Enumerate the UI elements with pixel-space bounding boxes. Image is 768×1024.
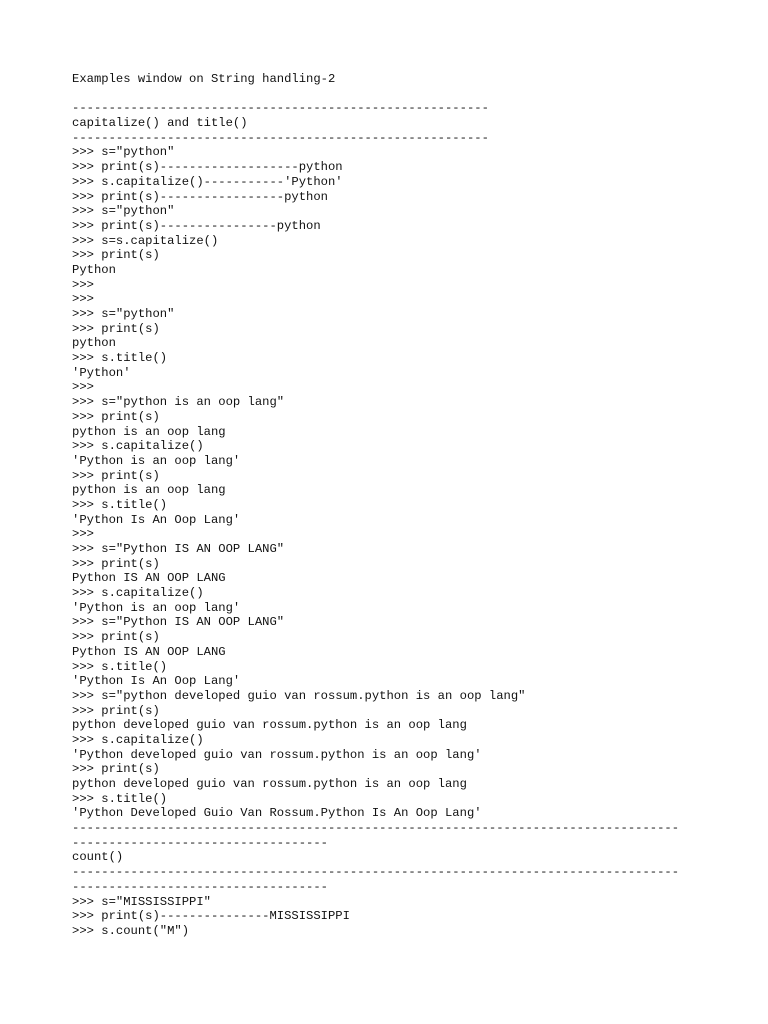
prompt-line: >>> print(s) — [72, 321, 160, 336]
output-line: python — [72, 336, 116, 351]
prompt-line: >>> print(s) — [72, 409, 160, 424]
prompt-line: >>> print(s)----------------python — [72, 218, 321, 233]
prompt-line: >>> s="MISSISSIPPI" — [72, 894, 211, 909]
prompt-line: >>> print(s) — [72, 762, 160, 777]
prompt-line: >>> — [72, 380, 94, 395]
separator-line: --------------------------------------------------------- — [72, 130, 489, 145]
prompt-line: >>> s="Python IS AN OOP LANG" — [72, 542, 285, 556]
output-line: 'Python Is An Oop Lang' — [72, 512, 241, 527]
prompt-line: >>> print(s)-------------------python — [72, 160, 343, 175]
separator-line: ----------------------------------------------------------------------------------- — [72, 865, 680, 880]
prompt-line: >>> print(s) — [72, 468, 160, 483]
output-line: 'Python Is An Oop Lang' — [72, 674, 241, 689]
prompt-line: >>> s="python is an oop lang" — [72, 395, 285, 410]
prompt-line: >>> print(s) — [72, 703, 160, 718]
prompt-line: >>> print(s) — [72, 630, 160, 645]
output-line: Python IS AN OOP LANG — [72, 571, 226, 586]
separator-line: ----------------------------------------------------------------------------------- — [72, 821, 680, 836]
prompt-line: >>> — [72, 527, 94, 542]
prompt-line: >>> s="python" — [72, 145, 175, 160]
prompt-line: >>> s.capitalize()-----------'Python' — [72, 174, 343, 189]
prompt-line: >>> print(s) — [72, 556, 160, 571]
separator-line: ----------------------------------- — [72, 879, 328, 894]
blank-line — [72, 87, 732, 102]
output-line: 'Python is an oop lang' — [72, 600, 241, 615]
output-line: Python IS AN OOP LANG — [72, 644, 226, 659]
section-heading: capitalize() and title() — [72, 116, 248, 131]
output-line: Python — [72, 262, 116, 277]
code-listing — [72, 101, 732, 938]
prompt-line: >>> s="Python IS AN OOP LANG" — [72, 615, 285, 630]
prompt-line: >>> s="python" — [72, 307, 175, 321]
prompt-line: >>> — [72, 292, 94, 307]
section-heading: count() — [72, 850, 124, 865]
document-page — [72, 72, 732, 939]
output-line: 'Python is an oop lang' — [72, 453, 241, 468]
prompt-line: >>> s.title() — [72, 351, 168, 366]
prompt-line: >>> s=s.capitalize() — [72, 233, 219, 248]
separator-line: --------------------------------------------------------- — [72, 101, 489, 116]
separator-line: ----------------------------------- — [72, 835, 328, 850]
prompt-line: >>> s.title() — [72, 659, 168, 674]
output-line: 'Python' — [72, 365, 131, 380]
prompt-line: >>> s="python developed guio van rossum.python is an oop lang" — [72, 688, 526, 703]
prompt-line: >>> — [72, 277, 94, 292]
output-line: python developed guio van rossum.python is an oop lang — [72, 777, 467, 791]
prompt-line: >>> s.capitalize() — [72, 732, 204, 747]
output-line: 'Python developed guio van rossum.python is an oop lang' — [72, 747, 482, 762]
prompt-line: >>> s.capitalize() — [72, 439, 204, 454]
prompt-line: >>> s.count("M") — [72, 923, 190, 938]
output-line: 'Python Developed Guio Van Rossum.Python Is An Oop Lang' — [72, 806, 482, 821]
prompt-line: >>> print(s) — [72, 248, 160, 263]
prompt-line: >>> print(s)-----------------python — [72, 189, 328, 204]
document-title: Examples window on String handling-2 — [72, 72, 336, 86]
prompt-line: >>> s.title() — [72, 791, 168, 806]
output-line: python developed guio van rossum.python is an oop lang — [72, 718, 467, 733]
prompt-line: >>> print(s)---------------MISSISSIPPI — [72, 909, 350, 924]
output-line: python is an oop lang — [72, 483, 226, 498]
prompt-line: >>> s="python" — [72, 204, 175, 219]
output-line: python is an oop lang — [72, 424, 226, 439]
prompt-line: >>> s.title() — [72, 497, 168, 512]
prompt-line: >>> s.capitalize() — [72, 586, 204, 601]
